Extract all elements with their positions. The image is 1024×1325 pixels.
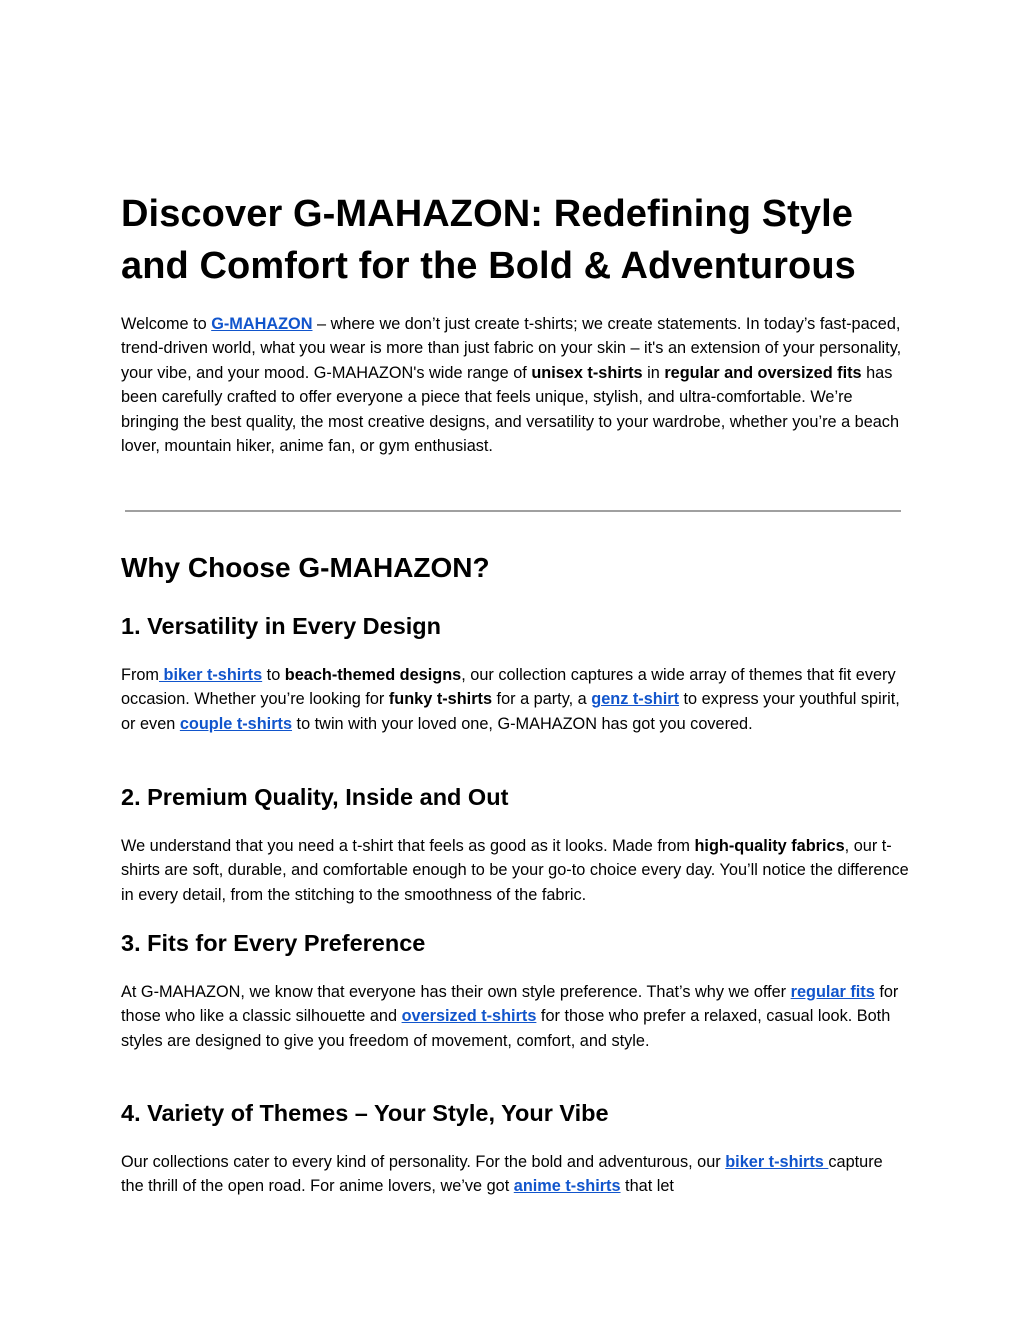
text: Welcome to — [121, 315, 212, 333]
biker-tshirts-link-2[interactable]: biker t-shirts — [725, 1153, 829, 1171]
bold-text: regular and oversized fits — [664, 363, 862, 382]
text: for those who like a classic silhouette and — [121, 983, 899, 1026]
text: From — [121, 666, 159, 684]
regular-fits-link[interactable]: regular fits — [790, 983, 875, 1001]
text: We understand that you need a t-shirt that feels as good as it looks. Made from — [121, 837, 695, 855]
bold-text: funky t-shirts — [388, 690, 493, 709]
text: for those who prefer a relaxed, casual look. Both styles are designed to give you freedom of movement, comfort, and style. — [121, 1007, 891, 1050]
g-mahazon-link[interactable]: G-MAHAZON — [211, 315, 313, 333]
text: in — [642, 363, 665, 382]
section-3-heading: 3. Fits for Every Preference — [121, 930, 426, 956]
text: At G-MAHAZON, we know that everyone has their own style preference. That’s why we offer — [121, 983, 791, 1001]
page-title: Discover G-MAHAZON: Redefining Style and Comfort for the Bold & Adventurous — [121, 193, 856, 287]
text: to express your youthful spirit, or even — [121, 690, 900, 733]
section-2-heading: 2. Premium Quality, Inside and Out — [121, 784, 509, 810]
text: to twin with your loved one, G-MAHAZON has got you covered. — [292, 714, 753, 733]
text: Our collections cater to every kind of personality. For the bold and adventurous, our — [121, 1153, 726, 1171]
section-1-paragraph — [121, 663, 909, 736]
section-4-heading: 4. Variety of Themes – Your Style, Your Vibe — [121, 1100, 609, 1126]
section-4-paragraph — [121, 1150, 909, 1199]
anime-tshirts-link[interactable]: anime t-shirts — [513, 1177, 621, 1196]
biker-tshirts-link[interactable]: biker t-shirts — [158, 666, 263, 684]
text: to — [262, 666, 285, 684]
bold-text: high-quality fabrics — [694, 837, 845, 855]
section-2-paragraph — [121, 834, 909, 907]
section-3-paragraph — [121, 980, 909, 1053]
oversized-tshirts-link[interactable]: oversized t-shirts — [401, 1007, 537, 1026]
text: – where we don’t just create t-shirts; we create statements. In today’s fast-paced, trend-driven world, what you wear is more than just fabric on your skin – it's an extension of your personality, your vibe, and your mood. G-MAHAZON's wide range of — [121, 315, 902, 382]
couple-tshirts-link[interactable]: couple t-shirts — [179, 714, 293, 733]
text: has been carefully crafted to offer everyone a piece that feels unique, stylish, and ultra-comfortable. We’re bringing the best quality, the most creative designs, and versatility to your wardrobe, whether you’re a beach lover, mountain hiker, anime fan, or gym enthusiast. — [121, 363, 900, 456]
bold-text: unisex t-shirts — [531, 363, 643, 382]
text: capture the thrill of the open road. For anime lovers, we’ve got — [121, 1153, 883, 1196]
text: , our collection captures a wide array of themes that fit every occasion. Whether you’re looking for — [121, 666, 896, 709]
text: that let — [620, 1177, 674, 1196]
text: , our t-shirts are soft, durable, and comfortable enough to be your go-to choice every day. You’ll notice the difference in every detail, from the stitching to the smoothness of the fabric. — [121, 837, 909, 904]
genz-tshirt-link[interactable]: genz t-shirt — [591, 690, 679, 709]
divider — [125, 510, 901, 512]
bold-text: beach-themed designs — [284, 666, 462, 684]
why-heading: Why Choose G-MAHAZON? — [121, 552, 490, 583]
text: for a party, a — [492, 690, 592, 709]
section-1-heading: 1. Versatility in Every Design — [121, 613, 442, 639]
intro-paragraph — [121, 312, 909, 458]
